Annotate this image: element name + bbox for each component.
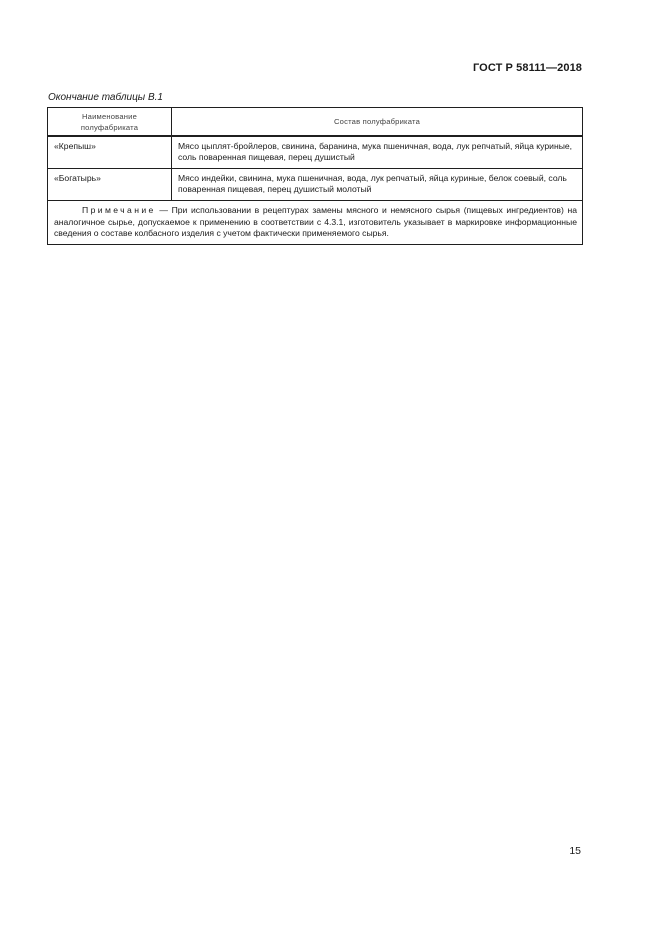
document-header: ГОСТ Р 58111—2018 (472, 62, 582, 74)
column-header-name-line1: Наименование (81, 111, 138, 121)
page-number: 15 (569, 845, 581, 857)
product-composition-cell: Мясо индейки, свинина, мука пшеничная, вода, лук репчатый, яйца куриные, белок соевый, соль поваренная пищевая, перец душистый молотый (172, 169, 583, 201)
note-label: Примечание (82, 205, 156, 215)
column-header-name-line2: полуфабриката (80, 122, 139, 132)
note-dash: — (155, 205, 172, 215)
column-header-name (48, 108, 172, 137)
composition-table (47, 107, 583, 245)
note-text: При использовании в рецептурах замены мясного и немясного сырья (пищевых ингредиентов) на аналогичное сырье, допускаемое к применению в соответствии с 4.3.1, изготовитель указывает в маркировке информационные сведения о составе колбасного изделия с учетом фактически применяемого сырья. (54, 205, 578, 239)
table-row (48, 169, 583, 201)
table-row (48, 136, 583, 169)
table-caption: Окончание таблицы В.1 (48, 92, 163, 103)
product-name-cell: «Крепыш» (48, 136, 172, 169)
table-note-row (48, 201, 583, 245)
product-name-cell: «Богатырь» (48, 169, 172, 201)
product-composition-cell: Мясо цыплят-бройлеров, свинина, баранина, мука пшеничная, вода, лук репчатый, яйца куриные, соль поваренная пищевая, перец душистый (172, 136, 583, 169)
column-header-composition: Состав полуфабриката (172, 108, 583, 137)
table-header-row (48, 108, 583, 137)
table-note (48, 201, 583, 245)
